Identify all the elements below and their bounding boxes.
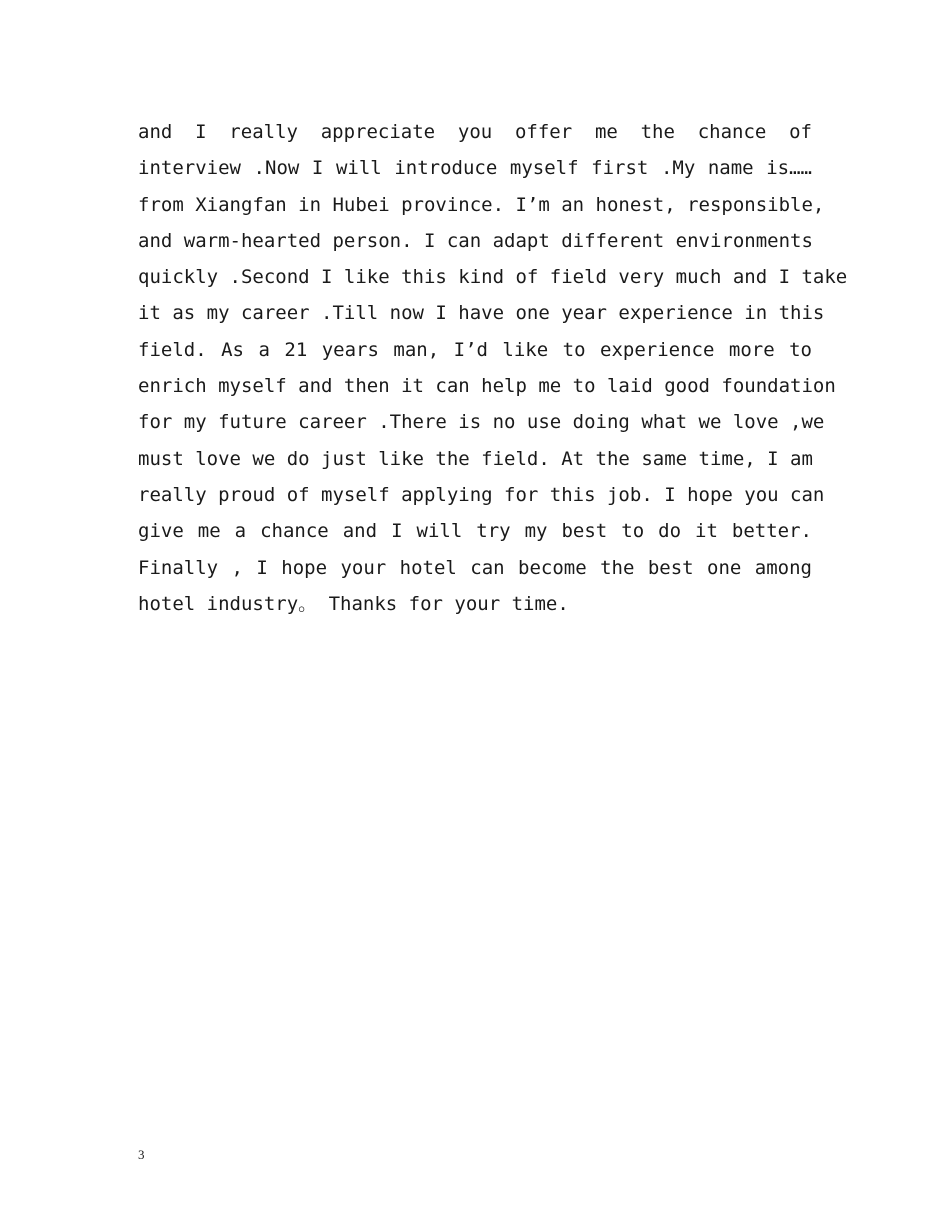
paragraph-line: for my future career .There is no use doing what we love ,we bbox=[138, 411, 825, 434]
paragraph-line: must love we do just like the field. At the same time, I am bbox=[138, 447, 813, 470]
paragraph-line: hotel industry。 Thanks for your time. bbox=[138, 592, 569, 615]
paragraph-line: enrich myself and then it can help me to laid good foundation bbox=[138, 375, 836, 398]
page-number: 3 bbox=[138, 1147, 145, 1162]
paragraph-line: Finally , I hope your hotel can become the best one among bbox=[138, 556, 812, 579]
paragraph-line: interview .Now I will introduce myself first .My name is…… bbox=[138, 157, 812, 180]
paragraph-line: from Xiangfan in Hubei province. I’m an honest, responsible, bbox=[138, 193, 825, 216]
paragraph-line: and warm-hearted person. I can adapt different environments bbox=[138, 229, 813, 252]
paragraph-line: field. As a 21 years man, I’d like to experience more to bbox=[138, 338, 812, 361]
paragraph-line: really proud of myself applying for this job. I hope you can bbox=[138, 483, 825, 506]
paragraph-line: it as my career .Till now I have one year experience in this bbox=[138, 302, 825, 325]
body-paragraph bbox=[138, 114, 848, 622]
paragraph-line: quickly .Second I like this kind of field very much and I take bbox=[138, 266, 848, 289]
paragraph-line: give me a chance and I will try my best to do it better. bbox=[138, 520, 812, 543]
paragraph-line: and I really appreciate you offer me the chance of bbox=[138, 121, 812, 143]
